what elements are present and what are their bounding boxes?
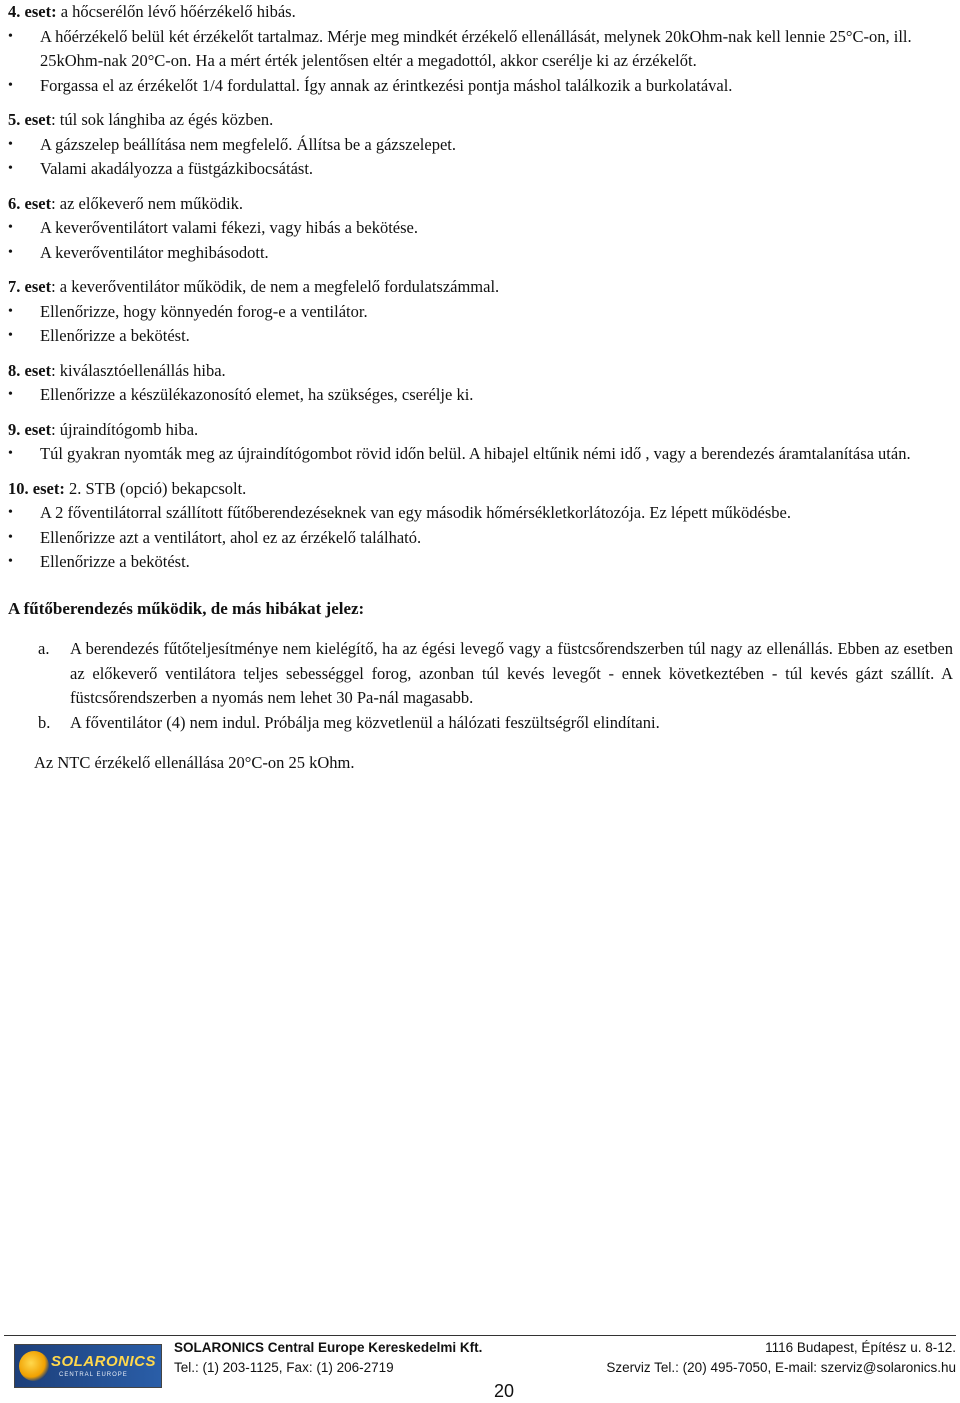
fault-case-number: 4. eset: — [8, 2, 57, 21]
bullet-icon: • — [8, 505, 13, 520]
logo-wordmark: SOLARONICS — [51, 1353, 157, 1370]
bullet-icon: • — [8, 554, 13, 569]
service-contact: Szerviz Tel.: (20) 495-7050, E-mail: szerviz@solaronics.hu — [606, 1360, 956, 1375]
solaronics-logo — [14, 1344, 162, 1388]
company-name: SOLARONICS Central Europe Kereskedelmi Kft. — [174, 1340, 483, 1355]
list-item — [38, 637, 953, 711]
bullet-icon: • — [8, 387, 13, 402]
list-item-text: A hőérzékelő belül két érzékelőt tartalmaz. Mérje meg mindkét érzékelő ellenállását, melynek 20kOhm-nak kell lennie 25°C-on, ill. 25kOhm-nak 20°C-on. Ha a mért érték jelentősen eltér a megadottól, akkor cserélje ki az érzékelőt. — [40, 26, 912, 70]
fault-case — [8, 418, 953, 467]
fault-case — [8, 275, 953, 349]
fault-case-heading — [8, 418, 953, 443]
logo-subtitle: CENTRAL EUROPE — [59, 1372, 128, 1378]
list-item-text: Valami akadályozza a füstgázkibocsátást. — [40, 159, 314, 178]
list-item — [8, 324, 953, 349]
fault-case-title: a hőcserélőn lévő hőérzékelő hibás. — [56, 2, 296, 21]
list-item-text: A keverőventilátor meghibásodott. — [40, 242, 269, 262]
company-address: 1116 Budapest, Építész u. 8-12. — [765, 1340, 956, 1355]
fault-steps-list — [8, 300, 953, 349]
list-item-text: Ellenőrizze, hogy könnyedén forog-e a ventilátor. — [40, 301, 368, 321]
list-item-text: A keverőventilátort valami fékezi, vagy hibás a bekötése. — [40, 218, 418, 237]
bullet-icon: • — [8, 244, 13, 260]
company-phone: Tel.: (1) 203-1125, Fax: (1) 206-2719 — [174, 1360, 394, 1375]
fault-case-title: : újraindítógomb hiba. — [51, 419, 199, 439]
page-number: 20 — [494, 1381, 515, 1401]
footer-rule — [4, 1335, 956, 1336]
fault-case-number: 6. eset — [8, 193, 52, 213]
fault-steps-list — [8, 216, 953, 265]
bullet-icon: • — [8, 161, 13, 176]
fault-case-heading — [8, 359, 953, 384]
fault-case — [8, 359, 953, 408]
list-item-text: Ellenőrizze a bekötést. — [40, 552, 190, 571]
fault-case-number: 10. eset: — [8, 478, 65, 498]
list-item-text: A főventilátor (4) nem indul. Próbálja meg közvetlenül a hálózati feszültségről elindítani. — [70, 712, 660, 732]
list-item-text: Ellenőrizze a bekötést. — [40, 326, 190, 345]
list-item — [8, 25, 953, 74]
fault-steps-list — [8, 501, 953, 575]
ntc-note: Az NTC érzékelő ellenállása 20°C-on 25 kOhm. — [34, 753, 355, 772]
fault-case — [8, 0, 953, 98]
fault-case-title: 2. STB (opció) bekapcsolt. — [64, 478, 247, 498]
bullet-icon: • — [8, 328, 13, 343]
list-item — [8, 74, 953, 99]
bullet-icon: • — [8, 136, 13, 152]
fault-case-title: : kiválasztóellenállás hiba. — [51, 360, 226, 380]
fault-steps-list — [8, 25, 953, 99]
list-item — [8, 133, 953, 158]
fault-case-title: : az előkeverő nem működik. — [51, 193, 244, 213]
list-item-text: Túl gyakran nyomták meg az újraindítógombot rövid időn belül. A hibajel eltűnik némi idő , vagy a berendezés áramtalanítása után. — [40, 444, 911, 463]
fault-case-number: 8. eset — [8, 360, 52, 380]
other-faults-list — [8, 637, 953, 735]
list-item-text: Forgassa el az érzékelőt 1/4 fordulattal. Így annak az érintkezési pontja máshol találkozik a burkolatával. — [40, 75, 733, 95]
list-item-text: A 2 főventilátorral szállított fűtőberendezéseknek van egy második hőmérsékletkorlátozója. Ez lépett működésbe. — [40, 503, 791, 522]
list-item — [8, 216, 953, 241]
list-item-letter: a. — [38, 639, 50, 658]
sun-logo-icon — [19, 1351, 49, 1381]
list-item — [8, 550, 953, 575]
bullet-icon: • — [8, 28, 13, 44]
fault-case-heading — [8, 192, 953, 217]
list-item — [8, 157, 953, 182]
bullet-icon: • — [8, 77, 13, 93]
list-item — [8, 501, 953, 526]
fault-case-number: 9. eset — [8, 419, 52, 439]
fault-steps-list — [8, 383, 953, 408]
bullet-icon: • — [8, 529, 13, 545]
list-item — [38, 711, 953, 736]
list-item-text: Ellenőrizze a készülékazonosító elemet, ha szükséges, cserélje ki. — [40, 385, 474, 404]
fault-steps-list — [8, 442, 953, 467]
fault-case-heading — [8, 477, 953, 502]
list-item-text: A gázszelep beállítása nem megfelelő. Állítsa be a gázszelepet. — [40, 134, 456, 154]
fault-case — [8, 477, 953, 575]
fault-sections — [8, 0, 953, 575]
bullet-icon: • — [8, 446, 13, 461]
list-item-text: A berendezés fűtőteljesítménye nem kielégítő, ha az égési levegő vagy a füstcsőrendszerben túl nagy az ellenállás. Ebben az esetben az előkeverő ventilátora teljes sebességgel forog, azonban túl kevés levegőt - ennek következtében - túl kevés gázt szállít. A füstcsőrendszerben a nyomás nem lehet 30 Pa-nál magasabb. — [70, 639, 953, 707]
fault-case-number: 7. eset — [8, 277, 52, 296]
document-body — [8, 0, 953, 776]
page-footer — [4, 1330, 956, 1403]
list-item — [8, 442, 953, 467]
fault-case-heading — [8, 275, 953, 300]
bullet-icon: • — [8, 220, 13, 235]
list-item — [8, 383, 953, 408]
fault-steps-list — [8, 133, 953, 182]
list-item-text: Ellenőrizze azt a ventilátort, ahol ez az érzékelő található. — [40, 527, 422, 547]
fault-case-title: : túl sok lánghiba az égés közben. — [51, 110, 274, 129]
fault-case-number: 5. eset — [8, 110, 52, 129]
fault-case-title: : a keverőventilátor működik, de nem a megfelelő fordulatszámmal. — [51, 277, 500, 296]
other-faults-title: A fűtőberendezés működik, de más hibákat jelez: — [8, 598, 365, 618]
fault-case-heading — [8, 108, 953, 133]
list-item-letter: b. — [38, 712, 51, 732]
list-item — [8, 526, 953, 551]
fault-case — [8, 192, 953, 266]
fault-case — [8, 108, 953, 182]
list-item — [8, 241, 953, 266]
bullet-icon: • — [8, 303, 13, 319]
fault-case-heading — [8, 0, 953, 25]
list-item — [8, 300, 953, 325]
